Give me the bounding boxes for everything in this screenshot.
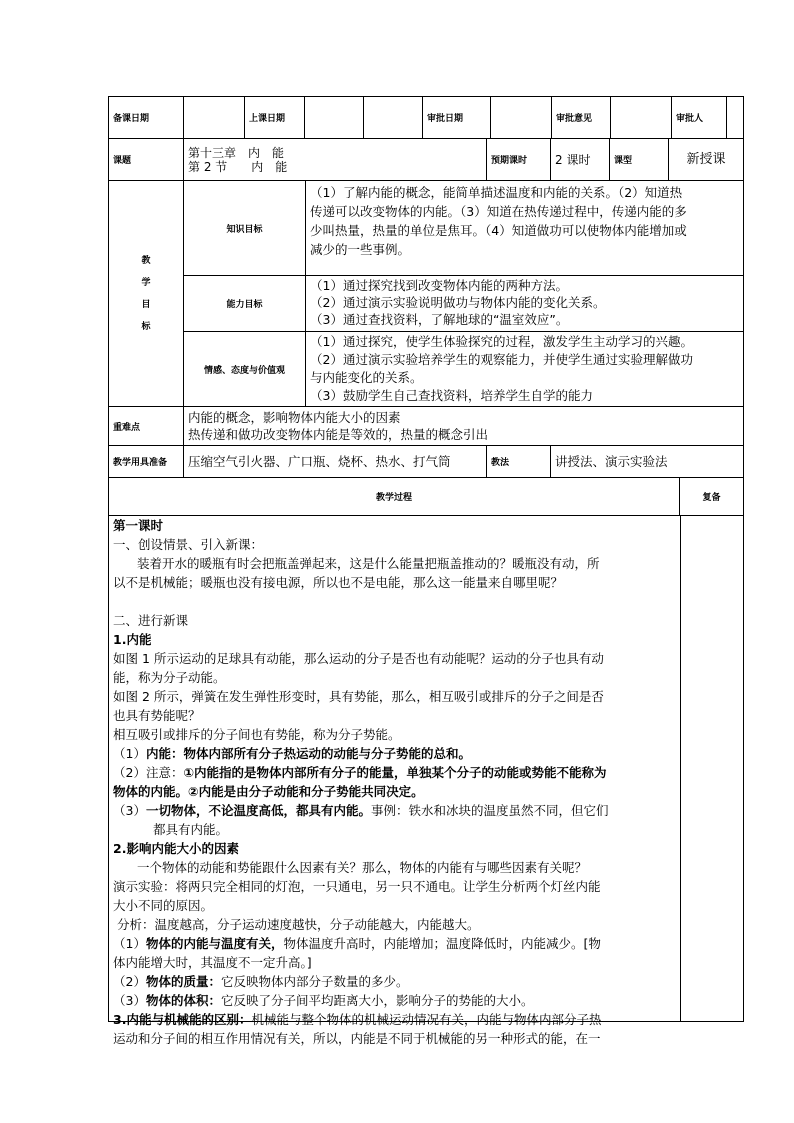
lesson-type-label: 课型	[614, 156, 633, 166]
approve-opinion-value[interactable]	[611, 97, 672, 138]
process-body	[109, 516, 743, 1046]
process-header-cell	[109, 478, 680, 515]
equipment-label: 教学用具准备	[113, 458, 168, 468]
topic-value	[184, 139, 487, 180]
equipment-value: 压缩空气引火器、广口瓶、烧杯、热水、打气筒	[184, 446, 487, 477]
key-points-label-cell	[109, 407, 184, 445]
process-header-row	[109, 478, 743, 516]
planned-hours-label-cell	[487, 139, 551, 180]
prep-date-label: 备课日期	[113, 114, 150, 124]
notes-label: 复备	[702, 493, 721, 503]
topic-section: 第 2 节 内 能	[188, 159, 288, 174]
objectives-texts	[306, 181, 743, 406]
objectives-block	[109, 181, 743, 407]
class-date-label-cell	[245, 97, 305, 138]
lesson-type-label-cell	[610, 139, 669, 180]
process-label: 教学过程	[375, 493, 412, 503]
topic-row	[109, 139, 743, 181]
class-date-label: 上课日期	[249, 114, 286, 124]
header-row	[109, 97, 743, 139]
approve-opinion-label-cell	[552, 97, 611, 138]
notes-header-cell	[680, 478, 743, 515]
approver-label-cell	[672, 97, 727, 138]
topic-chapter: 第十三章 内 能	[188, 145, 285, 160]
key-points-row	[109, 407, 743, 446]
process-content: 第一课时 一、创设情景、引入新课： 装着开水的暖瓶有时会把瓶盖弹起来，这是什么能量把瓶盖推动的？暖瓶没有动，所 以不是机械能；暖瓶也没有接电源，所以也不是电能，那么这一能量来自哪里呢？ 二、进行新课 1.内能 如图 1 所示运动的足球具有动能，那么运动的分子是否也有动能呢？运动的分子也具有动 能，称为分子动能。 如图 2 所示，弹簧在发生弹性形变时，具有势能，那么，相互吸引或排斥的分子之间是否 也具有势能呢？ 相互吸引或排斥的分子间也有势能，称为分子势能。 （1）内能：物体内部所有分子热运动的动能与分子势能的总和。 （2）注意：①内能指的是物体内部所有分子的能量，单独某个分子的动能或势能不能称为 物体的内能。②内能是由分子动能和分子势能共同决定。 （3）一切物体，不论温度高低，都具有内能。事例：铁水和冰块的温度虽然不同，但它们 都具有内能。 2.影响内能大小的因素 一个物体的动能和势能跟什么因素有关？那么，物体的内能有与哪些因素有关呢？ 演示实验：将两只完全相同的灯泡，一只通电，另一只不通电。让学生分析两个灯丝内能 大小不同的原因。 分析：温度越高，分子运动速度越快，分子动能越大，内能越大。 （1）物体的内能与温度有关，物体温度升高时，内能增加；温度降低时，内能减少。[物 体内能增大时，其温度不一定升高。] （2）物体的质量：它反映物体内部分子数量的多少。 （3）物体的体积：它反映了分子间平均距离大小，影响分子的势能的大小。 3.内能与机械能的区别：机械能与整个物体的机械运动情况有关，内能与物体内部分子热 运动和分子间的相互作用情况有关，所以，内能是不同于机械能的另一种形式的能，在一	[113, 518, 609, 1046]
equipment-row	[109, 446, 743, 478]
knowledge-label: 知识目标	[226, 224, 263, 235]
topic-label: 课题	[113, 156, 132, 166]
prep-date-label-cell	[109, 97, 184, 138]
method-label-cell	[487, 446, 551, 477]
objectives-section-label: 教 学 目 标	[109, 181, 184, 406]
knowledge-text: （1）了解内能的概念，能简单描述温度和内能的关系。（2）知道热 传递可以改变物体的内能。（3）知道在热传递过程中，传递内能的多 少叫热量，热量的单位是焦耳。（4）知道做功可以使物体内能增加或 减少的一些事例。	[310, 185, 687, 257]
key-points-label: 重难点	[113, 422, 141, 433]
prep-date-value[interactable]	[184, 97, 245, 138]
approve-opinion-label: 审批意见	[556, 114, 593, 124]
method-value: 讲授法、演示实验法	[555, 453, 668, 469]
approve-date-gap	[364, 97, 423, 138]
objectives-sublabels	[184, 181, 306, 406]
approver-value[interactable]	[727, 97, 743, 138]
class-date-value[interactable]	[305, 97, 364, 138]
topic-label-cell	[109, 139, 184, 180]
lesson-type-value: 新授课	[686, 151, 726, 167]
approver-label: 审批人	[676, 114, 704, 124]
emotion-label: 情感、态度与价值观	[203, 365, 285, 376]
method-label: 教法	[491, 458, 510, 468]
key-points-value: 内能的概念，影响物体内能大小的因素 热传递和做功改变物体内能是等效的，热量的概念引出	[188, 410, 489, 442]
ability-label: 能力目标	[226, 299, 263, 310]
equipment-label-cell	[109, 446, 184, 477]
planned-hours-value: 2 课时	[551, 139, 610, 180]
approve-date-label: 审批日期	[427, 114, 464, 124]
ability-text: （1）通过探究找到改变物体内能的两种方法。 （2）通过演示实验说明做功与物体内能的变化关系。 （3）通过查找资料，了解地球的“温室效应”。	[310, 278, 606, 327]
lesson-plan-table	[108, 96, 744, 1046]
emotion-text: （1）通过探究，使学生体验探究的过程，激发学生主动学习的兴趣。 （2）通过演示实验培养学生的观察能力，并使学生通过实验理解做功 与内能变化的关系。 （3）鼓励学生自己查找资料，培养学生自学的能力	[310, 334, 693, 403]
approve-date-value[interactable]	[491, 97, 552, 138]
approve-date-label-cell	[423, 97, 491, 138]
planned-hours-label: 预期课时	[491, 156, 528, 166]
